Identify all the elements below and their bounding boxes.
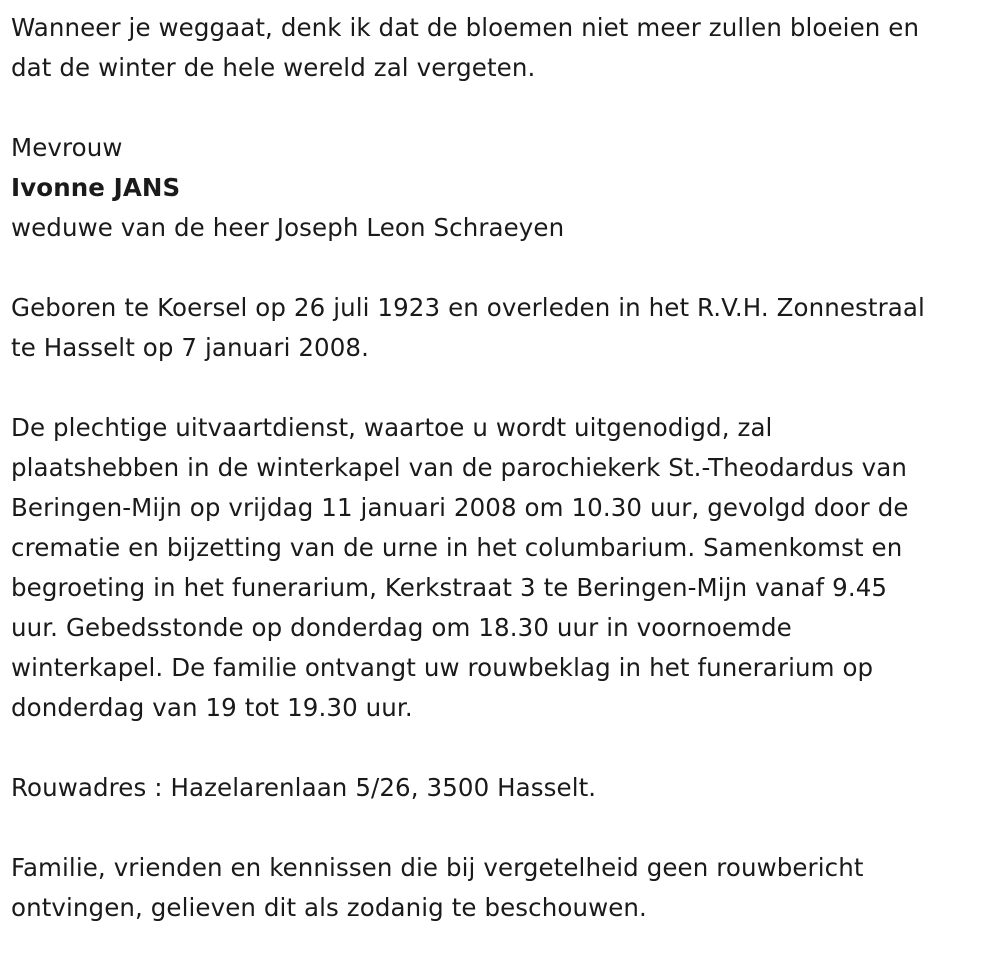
closing-paragraph: Familie, vrienden en kennissen die bij vergetelheid geen rouwbericht ontvingen, gelieven dit als zodanig te beschouwen. bbox=[11, 853, 864, 922]
poem-paragraph: Wanneer je weggaat, denk ik dat de bloemen niet meer zullen bloeien en dat de winter de hele wereld zal vergeten. bbox=[11, 13, 920, 82]
spacer bbox=[11, 248, 1000, 288]
spacer bbox=[11, 88, 1000, 128]
funeral-paragraph: De plechtige uitvaartdienst, waartoe u wordt uitgenodigd, zal plaatshebben in de winterkapel van de parochiekerk St.-Theodardus van Beringen-Mijn op vrijdag 11 januari 2008 om 10.30 uur, gevolgd door de crematie en bijzetting van de urne in het columbarium. Samenkomst en begroeting in het funerarium, Kerkstraat 3 te Beringen-Mijn vanaf 9.45 uur. Gebedsstonde op donderdag om 18.30 uur in voornoemde winterkapel. De familie ontvangt uw rouwbeklag in het funerarium op donderdag van 19 tot 19.30 uur. bbox=[11, 413, 909, 722]
salutation: Mevrouw bbox=[11, 133, 123, 162]
birth-death-paragraph: Geboren te Koersel op 26 juli 1923 en overleden in het R.V.H. Zonnestraal te Hasselt op 7 januari 2008. bbox=[11, 293, 925, 362]
deceased-name: Ivonne JANS bbox=[11, 173, 181, 202]
spacer bbox=[11, 808, 1000, 848]
spacer bbox=[11, 728, 1000, 768]
mourning-address: Rouwadres : Hazelarenlaan 5/26, 3500 Hasselt. bbox=[11, 773, 597, 802]
widow-line: weduwe van de heer Joseph Leon Schraeyen bbox=[11, 213, 565, 242]
spacer bbox=[11, 368, 1000, 408]
